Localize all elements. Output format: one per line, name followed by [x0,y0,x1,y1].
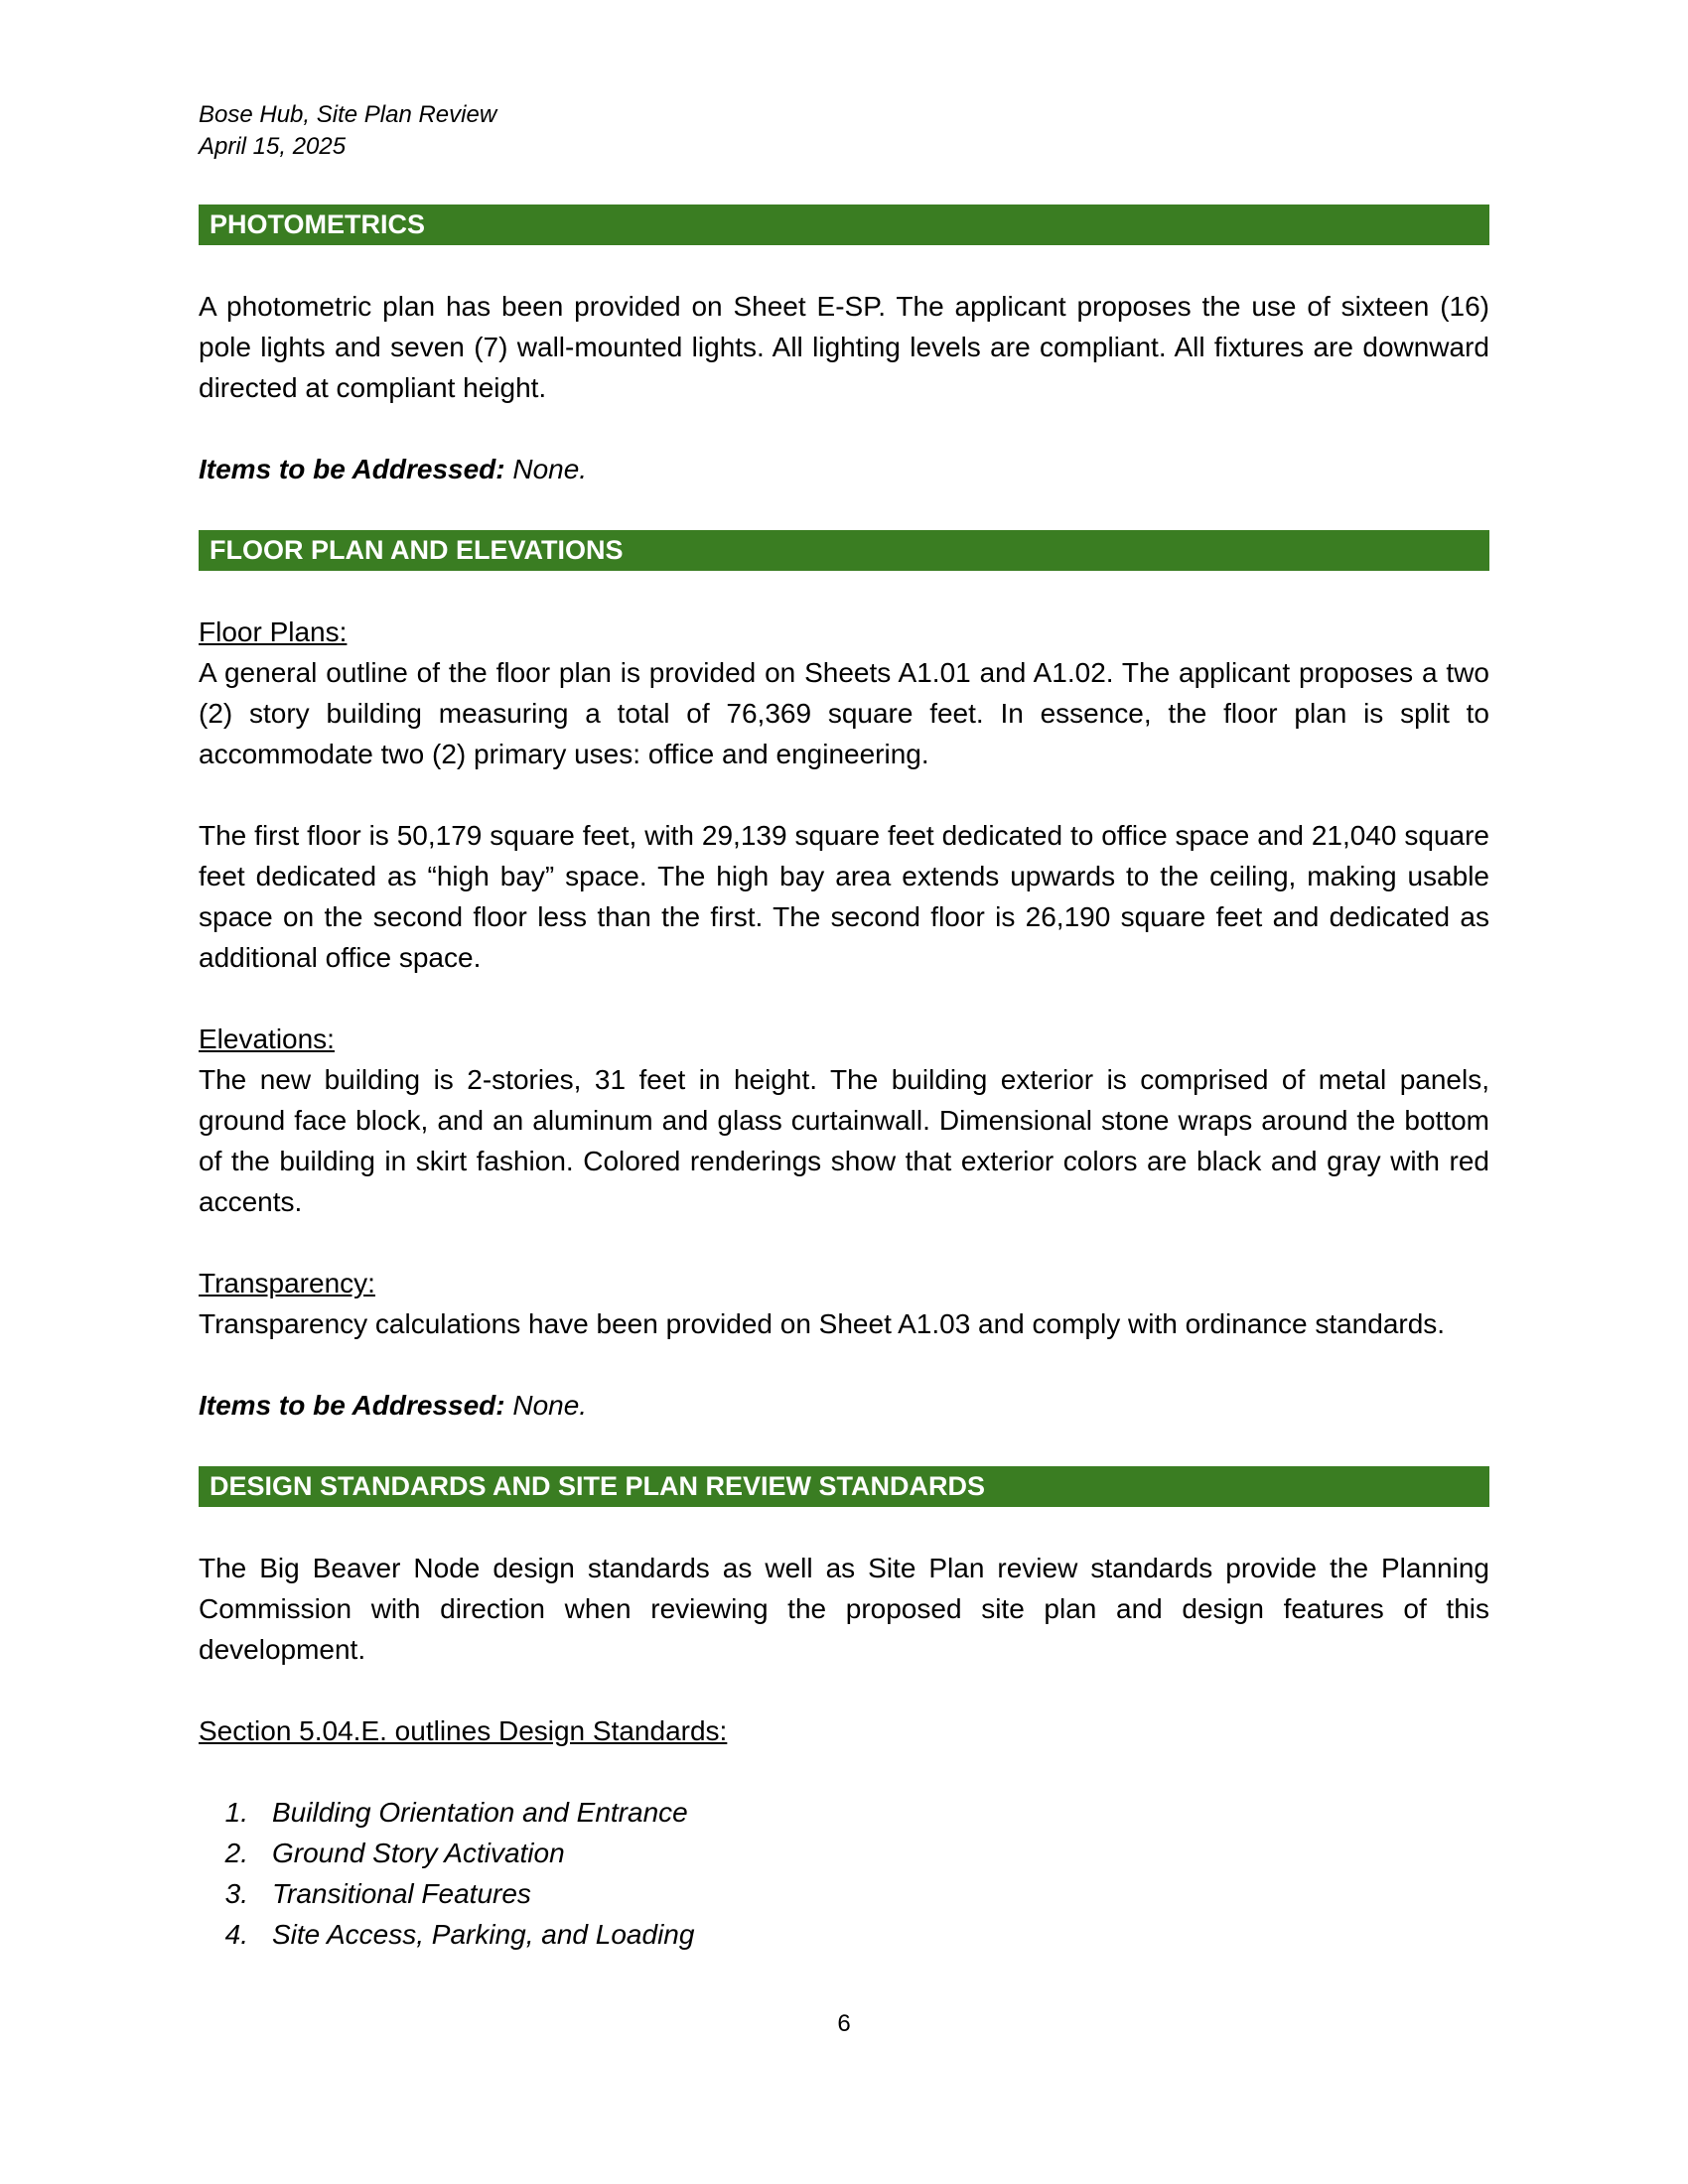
running-header [199,99,1489,163]
list-item [199,1833,1489,1873]
list-item [199,1873,1489,1914]
section-heading-photometrics: PHOTOMETRICS [199,205,1489,245]
list-item [199,1792,1489,1833]
design-standards-section-heading: Section 5.04.E. outlines Design Standards: [199,1715,728,1746]
section-heading-design-standards: DESIGN STANDARDS AND SITE PLAN REVIEW STANDARDS [199,1466,1489,1507]
header-title: Bose Hub, Site Plan Review [199,101,497,128]
items-label: Items to be Addressed: [199,454,505,484]
elevations-heading: Elevations: [199,1024,335,1054]
items-value: None. [504,1390,588,1421]
list-item-text: Transitional Features [272,1878,531,1909]
photometrics-paragraph: A photometric plan has been provided on Sheet E-SP. The applicant proposes the use of sixteen (16) pole lights and seven (7) wall-mounted lights. All lighting levels are compliant. All fixtures are downward directed at compliant height. [199,291,1489,403]
items-value: None. [504,454,588,484]
list-item-number: 2. [224,1838,248,1868]
design-standards-paragraph: The Big Beaver Node design standards as well as Site Plan review standards provide the Planning Commission with direction when reviewing the proposed site plan and design features of this development. [199,1553,1489,1665]
header-date: April 15, 2025 [199,133,347,160]
floor-plans-heading: Floor Plans: [199,616,348,647]
list-item-text: Building Orientation and Entrance [272,1797,688,1828]
list-item-text: Site Access, Parking, and Loading [272,1919,695,1950]
transparency-paragraph: Transparency calculations have been provided on Sheet A1.03 and comply with ordinance standards. [199,1308,1446,1339]
photometrics-items-to-address [199,449,1489,489]
floor-plans-paragraph-1: A general outline of the floor plan is provided on Sheets A1.01 and A1.02. The applicant proposes a two (2) story building measuring a total of 76,369 square feet. In essence, the floor plan is split to accommodate two (2) primary uses: office and engineering. [199,657,1489,769]
transparency-heading: Transparency: [199,1268,375,1298]
list-item-number: 4. [224,1919,248,1950]
items-label: Items to be Addressed: [199,1390,505,1421]
design-standards-list [199,1792,1489,1955]
list-item-text: Ground Story Activation [272,1838,565,1868]
list-item-number: 1. [224,1797,248,1828]
document-page [199,99,1489,1955]
list-item [199,1914,1489,1955]
elevations-paragraph: The new building is 2-stories, 31 feet in height. The building exterior is comprised of metal panels, ground face block, and an aluminum and glass curtainwall. Dimensional stone wraps around the bottom of the building in skirt fashion. Colored renderings show that exterior colors are black and gray with red accents. [199,1064,1489,1217]
list-item-number: 3. [224,1878,248,1909]
page-number: 6 [837,2010,851,2037]
floor-plan-items-to-address [199,1385,1489,1426]
section-heading-floor-plan: FLOOR PLAN AND ELEVATIONS [199,530,1489,571]
floor-plans-paragraph-2: The first floor is 50,179 square feet, with 29,139 square feet dedicated to office space and 21,040 square feet dedicated as “high bay” space. The high bay area extends upwards to the ceiling, making usable space on the second floor less than the first. The second floor is 26,190 square feet and dedicated as additional office space. [199,820,1489,973]
